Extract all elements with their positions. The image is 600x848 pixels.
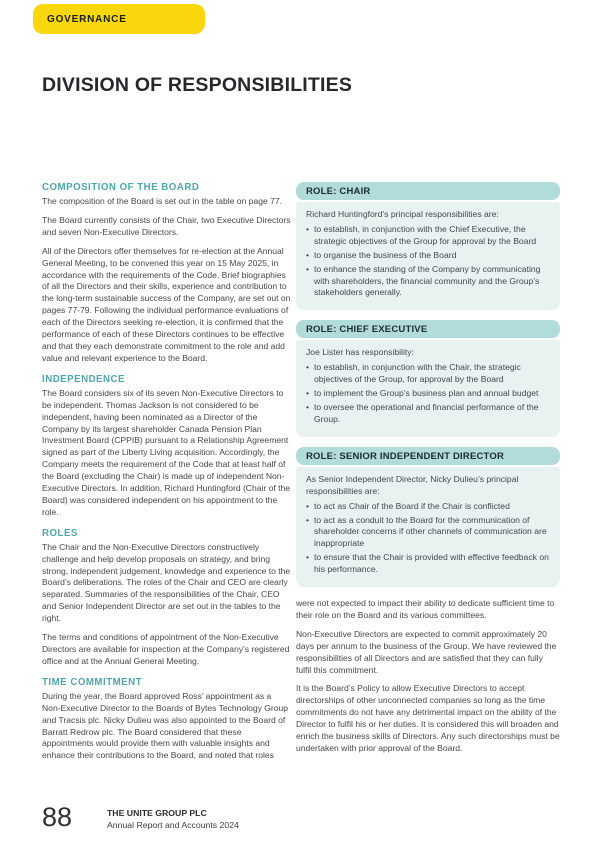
- bullet-icon: •: [306, 514, 310, 525]
- role-box-chief-executive-body: [296, 340, 560, 436]
- role-box-intro: Joe Lister has responsibility:: [306, 347, 414, 358]
- page-title: DIVISION OF RESPONSIBILITIES: [42, 74, 353, 96]
- paragraph: were not expected to impact their ability to dedicate sufficient time to their role on the Board and its various committees.: [296, 598, 555, 620]
- role-box-chief-executive: [296, 320, 560, 436]
- bullet-item: [306, 515, 550, 551]
- bullet-icon: •: [306, 552, 310, 563]
- bullet-text: to enhance the standing of the Company by communicating with shareholders, the financial community and the Group’s stakeholders generally.: [314, 263, 541, 298]
- bullet-item: [306, 402, 550, 426]
- bullet-text: to establish, in conjunction with the Chair, the strategic objectives of the Group, for approval by the Board: [314, 362, 521, 385]
- bullet-item: [306, 264, 550, 300]
- section-heading-independence: INDEPENDENCE: [42, 373, 125, 385]
- footer-company-block: [107, 808, 239, 831]
- bullet-item: [306, 250, 550, 262]
- footer-company-name: THE UNITE GROUP PLC: [107, 808, 207, 818]
- paragraph: Non-Executive Directors are expected to commit approximately 20 days per annum to the business of the Group. We have reviewed the responsibilities of all Directors and are satisfied that they can fully fulfil this commitment.: [296, 628, 557, 675]
- paragraph: All of the Directors offer themselves for re-election at the Annual General Meeting, to be convened this year on 15 May 2025, in accordance with the requirements of the Code. Brief biographies of all the Directors and their skills, experience and contribution to the long-term sustainable success of the Company, are set out on pages 77-79. Following the individual performance evaluations of each of the Directors seeking re-election, it is confirmed that the performance of each of these Directors continues to be effective and that they each demonstrate commitment to the role and add value and relevant experience to the Board.: [42, 245, 291, 363]
- paragraph: During the year, the Board approved Ross’ appointment as a Non-Executive Director to the Boards of Bytes Technology Group and Tracsis plc. Nicky Dulieu was also appointed to the Board of Barratt Redrow plc. The Board considered that these appointments would provide them with valuable insights and enhance their contributions to the Board, and noted that roles: [42, 690, 289, 761]
- role-box-intro: Richard Huntingford’s principal responsibilities are:: [306, 209, 499, 219]
- right-column-text: [296, 598, 560, 755]
- role-box-senior-independent-director: [296, 447, 560, 587]
- bullet-icon: •: [306, 249, 310, 260]
- section-heading-composition: COMPOSITION OF THE BOARD: [42, 182, 200, 193]
- bullet-text: to oversee the operational and financial performance of the Group.: [314, 401, 539, 424]
- bullet-icon: •: [306, 500, 310, 511]
- bullet-text: to organise the business of the Board: [314, 249, 457, 260]
- bullet-icon: •: [306, 223, 310, 234]
- bullet-item: [306, 552, 550, 576]
- governance-badge: [33, 4, 205, 34]
- bullet-text: to ensure that the Chair is provided with effective feedback on his performance.: [314, 552, 549, 575]
- role-box-chief-executive-header: ROLE: CHIEF EXECUTIVE: [296, 320, 560, 338]
- bullet-icon: •: [306, 388, 310, 399]
- bullet-item: [306, 224, 550, 248]
- bullet-item: [306, 388, 550, 400]
- bullet-text: to implement the Group’s business plan and annual budget: [314, 388, 539, 399]
- left-column: [42, 182, 292, 769]
- role-box-senior-independent-director-body: [296, 467, 560, 587]
- role-box-senior-independent-director-header: ROLE: SENIOR INDEPENDENT DIRECTOR: [296, 447, 560, 465]
- paragraph: The Chair and the Non-Executive Directors constructively challenge and help develop proposals on strategy, and bring strong, independent judgement, knowledge and experience to the Board’s deliberations. The roles of the Chair and CEO are clearly separated. Summaries of the responsibilities of the Chair, CEO and Senior Independent Director are set out in the tables to the right.: [42, 541, 291, 624]
- bullet-text: to establish, in conjunction with the Chief Executive, the strategic objectives of the Group for approval by the Board: [314, 223, 537, 246]
- section-heading-time-commitment: TIME COMMITMENT: [42, 676, 143, 688]
- paragraph: The Board currently consists of the Chair, two Executive Directors and seven Non-Executive Directors.: [42, 214, 291, 237]
- governance-badge-label: GOVERNANCE: [47, 13, 127, 25]
- bullet-item: [306, 362, 550, 386]
- bullet-item: [306, 501, 550, 513]
- section-heading-roles: ROLES: [42, 527, 78, 539]
- paragraph: The terms and conditions of appointment of the Non-Executive Directors are available for inspection at the Company’s registered office and at the Annual General Meeting.: [42, 632, 290, 666]
- role-box-chair-body: [296, 202, 560, 310]
- footer-report-title: Annual Report and Accounts 2024: [107, 819, 239, 830]
- right-column: [296, 182, 560, 762]
- role-box-intro: As Senior Independent Director, Nicky Dulieu’s principal responsibilities are:: [306, 473, 519, 496]
- bullet-text: to act as a conduit to the Board for the communication of shareholder concerns if other channels of communication are inappropriate: [314, 514, 547, 549]
- bullet-text: to act as Chair of the Board if the Chair is conflicted: [314, 500, 510, 511]
- role-box-chair-header: ROLE: CHAIR: [296, 182, 560, 200]
- paragraph: It is the Board’s Policy to allow Executive Directors to accept directorships of other unconnected companies so long as the time commitments do not have any detrimental impact on the ability of the Director to fulfil his or her duties. It is considered this will broaden and enrich the business skills of Directors. Any such directorships must be undertaken with prior approval of the Board.: [296, 683, 560, 753]
- bullet-icon: •: [306, 362, 310, 373]
- bullet-icon: •: [306, 263, 310, 274]
- bullet-icon: •: [306, 401, 310, 412]
- page-number: 88: [42, 802, 73, 832]
- paragraph: The Board considers six of its seven Non-Executive Directors to be independent. Thomas Jackson is not considered to be independent, having been nominated as a Director of the Company by its largest shareholder Canada Pension Plan Investment Board (CPPIB) pursuant to a Relationship Agreement signed as part of the Liberty Living acquisition. Accordingly, the Company meets the requirement of the Code that at least half of the Board (excluding the Chair) is made up of independent Non-Executive Directors. In addition, Richard Huntingford (Chair of the Board) was considered independent on his appointment to the role.: [42, 387, 290, 517]
- role-box-chair: [296, 182, 560, 310]
- paragraph: The composition of the Board is set out in the table on page 77.: [42, 196, 282, 206]
